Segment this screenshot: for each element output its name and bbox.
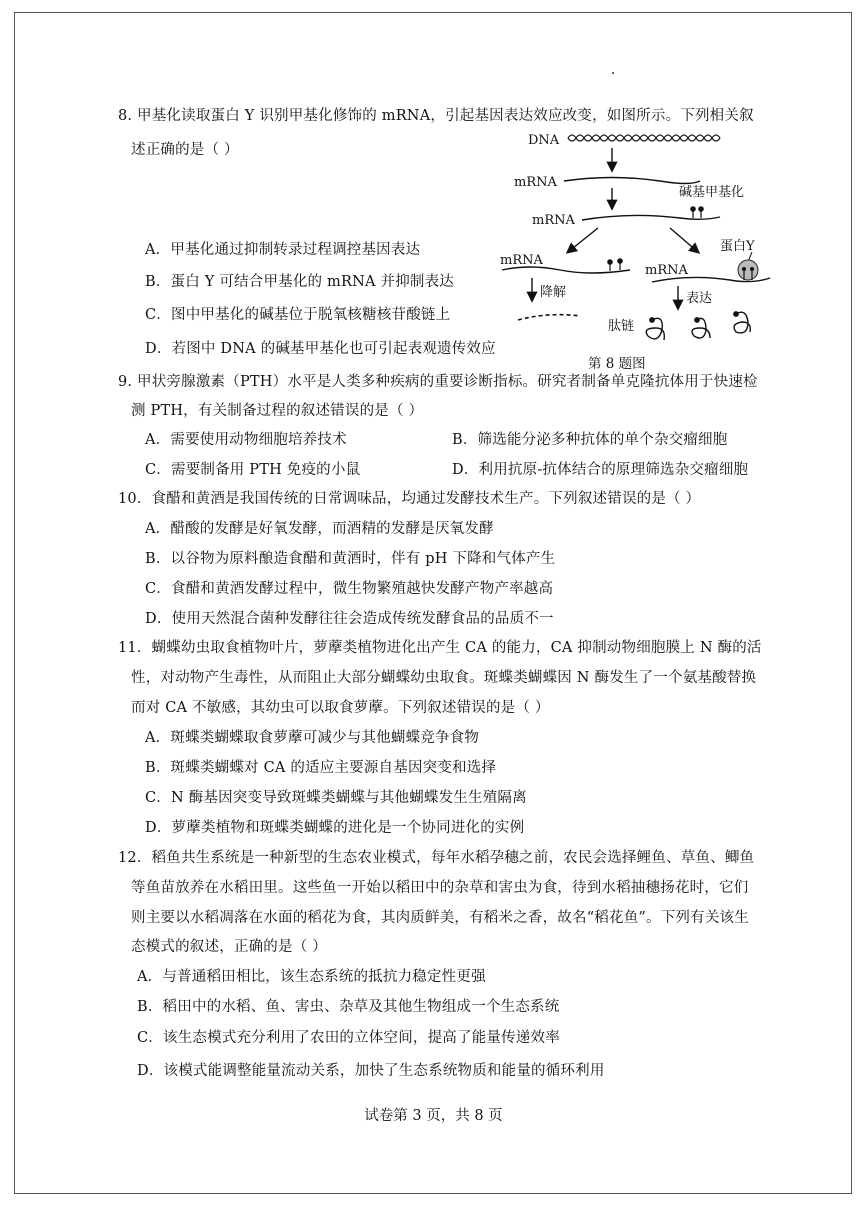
q12-stem-line2: 等鱼苗放养在水稻田里。这些鱼一开始以稻田中的杂草和害虫为食，待到水稻抽穗扬花时，它们 [131, 880, 749, 896]
protein-y-shape [738, 260, 758, 280]
degraded-fragments [518, 315, 580, 320]
q12-option-a: A．与普通稻田相比，该生态系统的抵抗力稳定性更强 [137, 969, 486, 985]
q12-option-d: D．该模式能调整能量流动关系，加快了生态系统物质和能量的循环利用 [137, 1063, 605, 1079]
q8-option-a: A．甲基化通过抑制转录过程调控基因表达 [145, 242, 421, 258]
dna-helix [568, 135, 720, 141]
methyl-marks-3 [608, 259, 622, 271]
mrna-label-3: mRNA [500, 253, 543, 268]
q9-stem-line2: 测 PTH，有关制备过程的叙述错误的是（ ） [131, 403, 424, 419]
mrna-strand-3 [502, 267, 630, 273]
q8-stem-line1: 8. 甲基化读取蛋白 Y 识别甲基化修饰的 mRNA，引起基因表达效应改变，如图所示。下列相关叙 [118, 108, 754, 124]
express-label: 表达 [686, 291, 713, 306]
scan-dot [612, 72, 614, 74]
mrna-strand-2 [582, 215, 720, 220]
q9-option-b: B．筛选能分泌多种抗体的单个杂交瘤细胞 [452, 432, 728, 448]
q10-option-a: A．醋酸的发酵是好氧发酵，而酒精的发酵是厌氧发酵 [145, 521, 494, 537]
figure-caption: 第 8 题图 [588, 356, 646, 372]
q11-stem-line3: 而对 CA 不敏感，其幼虫可以取食萝藦。下列叙述错误的是（ ） [131, 700, 550, 716]
mrna-strand-1 [564, 178, 700, 184]
branch-arrow-left [568, 228, 598, 252]
q11-option-c: C．N 酶基因突变导致斑蝶类蝴蝶与其他蝴蝶发生生殖隔离 [145, 790, 527, 806]
mrna-label-4: mRNA [645, 263, 688, 278]
q10-option-d: D．使用天然混合菌种发酵往往会造成传统发酵食品的品质不一 [145, 611, 554, 627]
q10-option-c: C．食醋和黄酒发酵过程中，微生物繁殖越快发酵产物产率越高 [145, 581, 554, 597]
q10-stem-line1: 10．食醋和黄酒是我国传统的日常调味品，均通过发酵技术生产。下列叙述错误的是（ ） [118, 491, 701, 507]
q9-stem-line1: 9. 甲状旁腺激素（PTH）水平是人类多种疾病的重要诊断指标。研究者制备单克隆抗体用于快速检 [118, 374, 758, 390]
q8-option-d: D．若图中 DNA 的碱基甲基化也可引起表观遗传效应 [145, 341, 496, 357]
peptide-chains [646, 312, 750, 340]
q8-option-c: C．图中甲基化的碱基位于脱氧核糖核苷酸链上 [145, 307, 451, 323]
q11-option-d: D．萝藦类植物和斑蝶类蝴蝶的进化是一个协同进化的实例 [145, 820, 525, 836]
q9-option-a: A．需要使用动物细胞培养技术 [145, 432, 347, 448]
q10-option-b: B．以谷物为原料酿造食醋和黄酒时，伴有 pH 下降和气体产生 [145, 551, 556, 567]
q11-option-a: A．斑蝶类蝴蝶取食萝藦可减少与其他蝴蝶竞争食物 [145, 730, 480, 746]
dna-label: DNA [528, 133, 560, 148]
degrade-label: 降解 [540, 285, 567, 300]
q11-stem-line2: 性，对动物产生毒性，从而阻止大部分蝴蝶幼虫取食。斑蝶类蝴蝶因 N 酶发生了一个氨基酸替换 [131, 670, 757, 686]
q12-option-c: C．该生态模式充分利用了农田的立体空间，提高了能量传递效率 [137, 1030, 560, 1046]
methyl-marks-2 [691, 207, 703, 218]
q8-option-b: B．蛋白 Y 可结合甲基化的 mRNA 并抑制表达 [145, 274, 454, 290]
q11-stem-line1: 11．蝴蝶幼虫取食植物叶片，萝藦类植物进化出产生 CA 的能力，CA 抑制动物细胞膜上 N 酶的活 [118, 640, 762, 656]
page-footer: 试卷第 3 页，共 8 页 [364, 1108, 503, 1124]
q12-stem-line4: 态模式的叙述，正确的是（ ） [131, 939, 327, 955]
q12-option-b: B．稻田中的水稻、鱼、害虫、杂草及其他生物组成一个生态系统 [137, 999, 560, 1015]
q11-option-b: B．斑蝶类蝴蝶对 CA 的适应主要源自基因突变和选择 [145, 760, 497, 776]
q9-option-c: C．需要制备用 PTH 免疫的小鼠 [145, 462, 361, 478]
branch-arrow-right [670, 228, 698, 252]
q12-stem-line1: 12．稻鱼共生系统是一种新型的生态农业模式，每年水稻孕穗之前，农民会选择鲤鱼、草鱼、鲫鱼 [118, 850, 755, 866]
mrna-label-2: mRNA [532, 213, 575, 228]
q8-figure [490, 124, 780, 376]
methylation-label: 碱基甲基化 [679, 185, 745, 200]
mrna-label-1: mRNA [514, 175, 557, 190]
protein-y-label: 蛋白Y [720, 239, 755, 254]
q9-option-d: D．利用抗原-抗体结合的原理筛选杂交瘤细胞 [452, 462, 749, 478]
q8-stem-line2: 述正确的是（ ） [131, 142, 239, 158]
q12-stem-line3: 则主要以水稻凋落在水面的稻花为食，其肉质鲜美，有稻米之香，故名“稻花鱼”。下列有关该生 [131, 910, 749, 926]
peptide-label: 肽链 [608, 319, 635, 334]
